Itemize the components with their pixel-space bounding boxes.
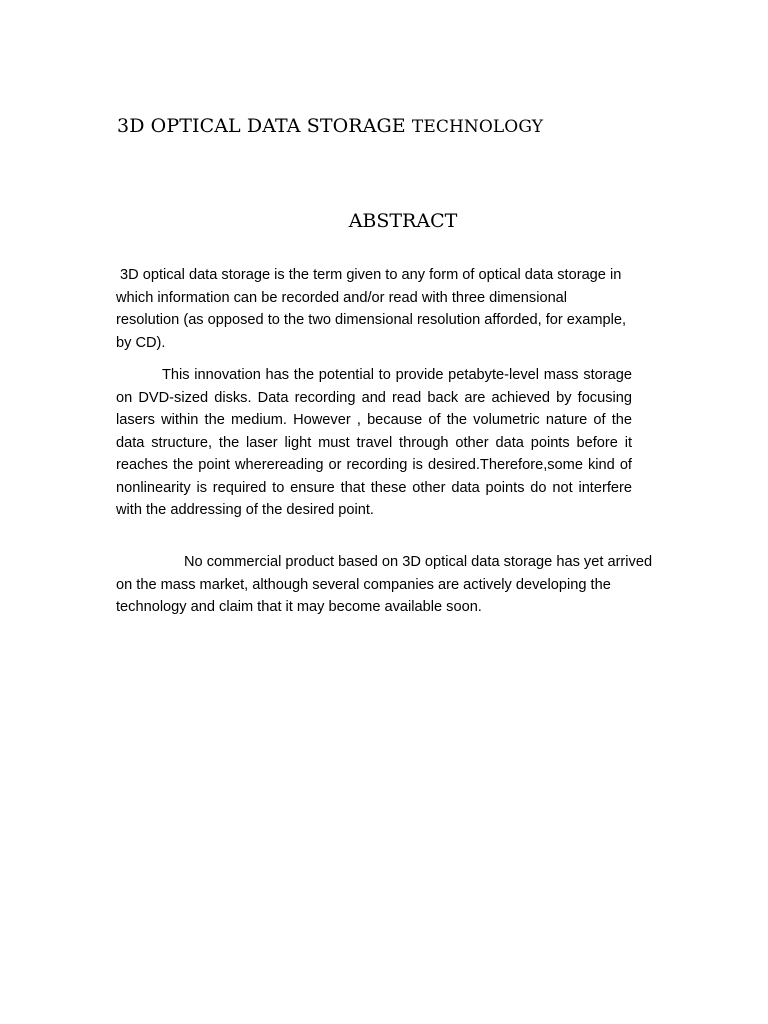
abstract-paragraph-2: This innovation has the potential to provide petabyte-level mass storage on DVD-sized disks. Data recording and read back are achieved by focusing lasers within the medium. However , because of the volumetric nature of the data structure, the laser light must travel through other data points before it reaches the point wherereading or recording is desired.Therefore,some kind of nonlinearity is required to ensure that these other data points do not interfere with the addressing of the desired point. — [116, 367, 632, 518]
abstract-paragraph-1: 3D optical data storage is the term given to any form of optical data storage in which information can be recorded and/or read with three dimensional resolution (as opposed to the two dimensional resolution afforded, for example, by CD). — [116, 267, 627, 351]
abstract-heading: ABSTRACT — [348, 210, 458, 232]
document-title-main: 3D OPTICAL DATA STORAGE — [117, 115, 406, 137]
abstract-paragraph-3: No commercial product based on 3D optical data storage has yet arrived on the mass market, although several companies are actively developing the technology and claim that it may become available soon. — [116, 554, 653, 615]
document-title-tail: TECHNOLOGY — [411, 117, 544, 137]
document-title — [117, 113, 543, 140]
